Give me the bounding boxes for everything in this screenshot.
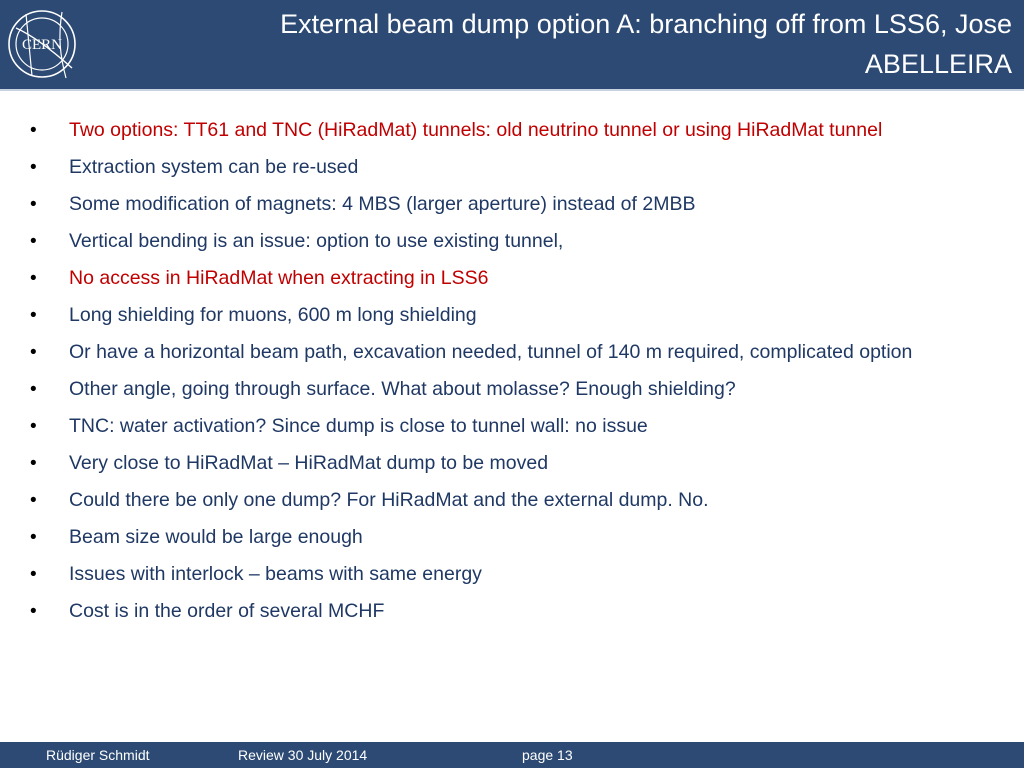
- bullet-text: Very close to HiRadMat – HiRadMat dump to be moved: [69, 452, 549, 474]
- list-item: [30, 560, 990, 589]
- bullet-text: Extraction system can be re-used: [69, 156, 359, 178]
- bullet-dot-icon: •: [30, 305, 37, 326]
- bullet-list: [30, 116, 990, 634]
- bullet-dot-icon: •: [30, 379, 37, 400]
- bullet-dot-icon: •: [30, 120, 37, 141]
- bullet-dot-icon: •: [30, 342, 37, 363]
- bullet-dot-icon: •: [30, 527, 37, 548]
- bullet-dot-icon: •: [30, 157, 37, 178]
- bullet-text: Vertical bending is an issue: option to use existing tunnel,: [69, 230, 564, 252]
- bullet-text: Other angle, going through surface. What about molasse? Enough shielding?: [69, 378, 736, 400]
- bullet-dot-icon: •: [30, 268, 37, 289]
- list-item: [30, 375, 990, 404]
- bullet-text: Or have a horizontal beam path, excavation needed, tunnel of 140 m required, complicated option: [69, 341, 913, 363]
- bullet-text: Some modification of magnets: 4 MBS (larger aperture) instead of 2MBB: [69, 193, 696, 215]
- bullet-text: TNC: water activation? Since dump is close to tunnel wall: no issue: [69, 415, 648, 437]
- bullet-text: Beam size would be large enough: [69, 526, 363, 548]
- cern-logo-icon: [4, 6, 80, 82]
- list-item: [30, 153, 990, 182]
- bullet-dot-icon: •: [30, 194, 37, 215]
- bullet-text: Two options: TT61 and TNC (HiRadMat) tunnels: old neutrino tunnel or using HiRadMat tunnel: [69, 119, 883, 141]
- footer-page-number: page 13: [522, 747, 573, 763]
- header-bar: [0, 0, 1024, 91]
- list-item: [30, 338, 990, 367]
- bullet-text: Cost is in the order of several MCHF: [69, 600, 385, 622]
- list-item: [30, 597, 990, 626]
- bullet-dot-icon: •: [30, 453, 37, 474]
- list-item: [30, 412, 990, 441]
- footer-bar: [0, 742, 1024, 768]
- bullet-text: Could there be only one dump? For HiRadMat and the external dump. No.: [69, 489, 709, 511]
- cern-logo-text: CERN: [21, 37, 63, 53]
- bullet-text: No access in HiRadMat when extracting in LSS6: [69, 267, 489, 289]
- list-item: [30, 116, 990, 145]
- bullet-dot-icon: •: [30, 490, 37, 511]
- list-item: [30, 301, 990, 330]
- bullet-dot-icon: •: [30, 564, 37, 585]
- bullet-dot-icon: •: [30, 601, 37, 622]
- slide-title: External beam dump option A: branching off from LSS6, Jose ABELLEIRA: [280, 9, 1012, 79]
- list-item: [30, 190, 990, 219]
- bullet-text: Long shielding for muons, 600 m long shielding: [69, 304, 477, 326]
- list-item: [30, 264, 990, 293]
- footer-author: Rüdiger Schmidt: [46, 747, 150, 763]
- bullet-dot-icon: •: [30, 231, 37, 252]
- list-item: [30, 523, 990, 552]
- bullet-dot-icon: •: [30, 416, 37, 437]
- list-item: [30, 486, 990, 515]
- bullet-text: Issues with interlock – beams with same energy: [69, 563, 482, 585]
- footer-review-date: Review 30 July 2014: [238, 747, 368, 763]
- list-item: [30, 449, 990, 478]
- list-item: [30, 227, 990, 256]
